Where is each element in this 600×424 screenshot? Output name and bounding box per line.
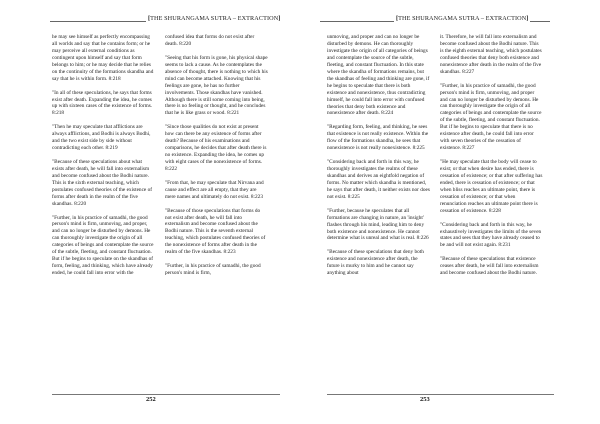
paragraph: he may see himself as perfectly encompassing all worlds and say that he contains form; or he may perceive all external conditions as contingent upon himself and say that form belongs to him; or he may decide that he relies on the continuity of the formations skandha and say that he is within form. 8:218	[52, 34, 154, 82]
paragraph: "Seeing that his form is gone, his physical shape seems to lack a cause. As he contemplates the absence of thought, there is nothing to which his mind can become attached. Knowing that his feelings are gone, he has no further involvements. Those skandhas have vanished. Although there is still some coming into being, there is no feeling or thought, and he concludes that he is like grass or wood. 8:221	[165, 54, 268, 117]
page-number: 253	[420, 396, 430, 403]
column-2	[165, 34, 268, 284]
right-page	[300, 0, 600, 424]
running-head-right	[300, 13, 600, 25]
paragraph: "He may speculate that the body will cease to exist; or that when desire has ended, there is cessation of existence; or that after suffering has ended, there is cessation of existence; or that when bliss reaches an ultimate point, there is cessation of existence; or that when renunciation reaches an ultimate point there is cessation of existence. 8:228	[440, 159, 543, 214]
paragraph: "Further, in his practice of samadhi, the good person's mind is firm,	[165, 263, 261, 277]
column-2	[440, 34, 543, 284]
column-1	[52, 34, 155, 284]
header-title: [THE SHURANGAMA SUTRA – EXTRACTION]	[396, 15, 529, 22]
paragraph: confused idea that forms do not exist after death. 8:220	[165, 34, 255, 47]
paragraph: "Further, because he speculates that all formations are changing in nature, an 'insight' flashes through his mind, leading him to deny both existence and nonexistence. He cannot determine what is unreal and what is real. 8:226	[327, 207, 429, 242]
page-number: 252	[146, 396, 156, 403]
paragraph: "Because of those speculations that forms do not exist after death, he will fall into externalism and become confused about the Bodhi nature. This is the seventh external teaching, which postulates confused theories of the nonexistence of forms after death in the realm of the five skandhas. 8:223	[165, 207, 266, 256]
footer-rule	[52, 394, 280, 395]
paragraph: "Because of these speculations that existence ceases after death, he will fall into externalism and become confused about the Bodhi nature.	[440, 256, 539, 277]
footer-rule	[327, 394, 554, 395]
paragraph: "Considering back and forth in this way, he thoroughly investigates the realms of these skandhas and derives an eightfold negation of forms. No matter which skandha is mentioned, he says that after death, it neither exists nor does not exist. 8:225	[327, 159, 430, 200]
paragraph: it. Therefore, he will fall into externalism and become confused about the Bodhi nature. This is the eighth external teaching, which postulates confused theories that deny both existence and nonexistence after death in the realm of the five skandhas. 8:227	[440, 34, 542, 75]
running-head-left	[0, 13, 300, 25]
paragraph: "Further, in his practice of samadhi, the good person's mind is firm, unmoving, and proper, and can no longer be disturbed by demons. He can thoroughly investigate the origin of all categories of beings and contemplate the source of the subtle, fleeting, and constant fluctuation. But if he begins to speculate on the skandhas of form, feeling, and thinking, which have already ended, he could fall into error with the	[52, 214, 154, 277]
paragraph: "Because of these speculations that deny both existence and nonexistence after death, the future is murky to him and he cannot say anything about	[327, 249, 424, 277]
paragraph: "Then he may speculate that afflictions are always afflictions, and Bodhi is always Bodhi, and the two exist side by side without contradicting each other. 8:219	[52, 124, 151, 152]
paragraph: "Because of these speculations about what exists after death, he will fall into externalism and become confused about the Bodhi nature. This is the sixth external teaching, which postulates confused theories of the existence of forms after death in the realm of the five skandhas. 8:220	[52, 158, 153, 207]
column-1	[327, 34, 430, 284]
paragraph: "Considering back and forth in this way, he exhaustively investigates the limits of the seven states and sees that they have already ceased to be and will not exist again. 8:231	[440, 221, 542, 249]
paragraph: "Regarding form, feeling, and thinking, he sees that existence is not really existence. Within the flow of the formations skandha, he sees that nonexistence is not really nonexistence. 8:225	[327, 124, 429, 152]
header-title-text: THE SHURANGAMA SUTRA – EXTRACTION	[398, 15, 527, 22]
paragraph: "From that, he may speculate that Nirvana and cause and effect are all empty, that they are mere names and ultimately do not exist. 8:223	[165, 179, 264, 200]
paragraph: "Since those qualities do not exist at present how can there be any existence of forms after death? Because of his examinations and comparisons, he decides that after death there is no existence. Expanding the idea, he comes up with eight cases of the nonexistence of forms. 8:222	[165, 124, 267, 172]
paragraph: "Further, in his practice of samadhi, the good person's mind is firm, unmoving, and proper and can no longer be disturbed by demons. He can thoroughly investigate the origin of all categories of beings and contemplate the source of the subtle, fleeting, and constant fluctuation. But if he begins to speculate that there is no existence after death, he could fall into error with seven theories of the cessation of existence. 8:227	[440, 82, 542, 152]
header-title-text: THE SHURANGAMA SUTRA – EXTRACTION	[150, 15, 279, 22]
paragraph: unmoving, and proper and can no longer be disturbed by demons. He can thoroughly investigate the origin of all categories of beings and contemplate the source of the subtle, fleeting, and constant fluctuation. In this state where the skandha of formations remains, but the skandhas of feeling and thinking are gone, if he begins to speculate that there is both existence and nonexistence, thus contradicting himself, he could fall into error with confused theories that deny both existence and nonexistence after death. 8:224	[327, 34, 430, 117]
paragraph: "In all of these speculations, he says that forms exist after death. Expanding the idea, he comes up with sixteen cases of the existence of forms. 8:218	[52, 89, 153, 117]
header-title: [THE SHURANGAMA SUTRA – EXTRACTION]	[148, 15, 281, 22]
